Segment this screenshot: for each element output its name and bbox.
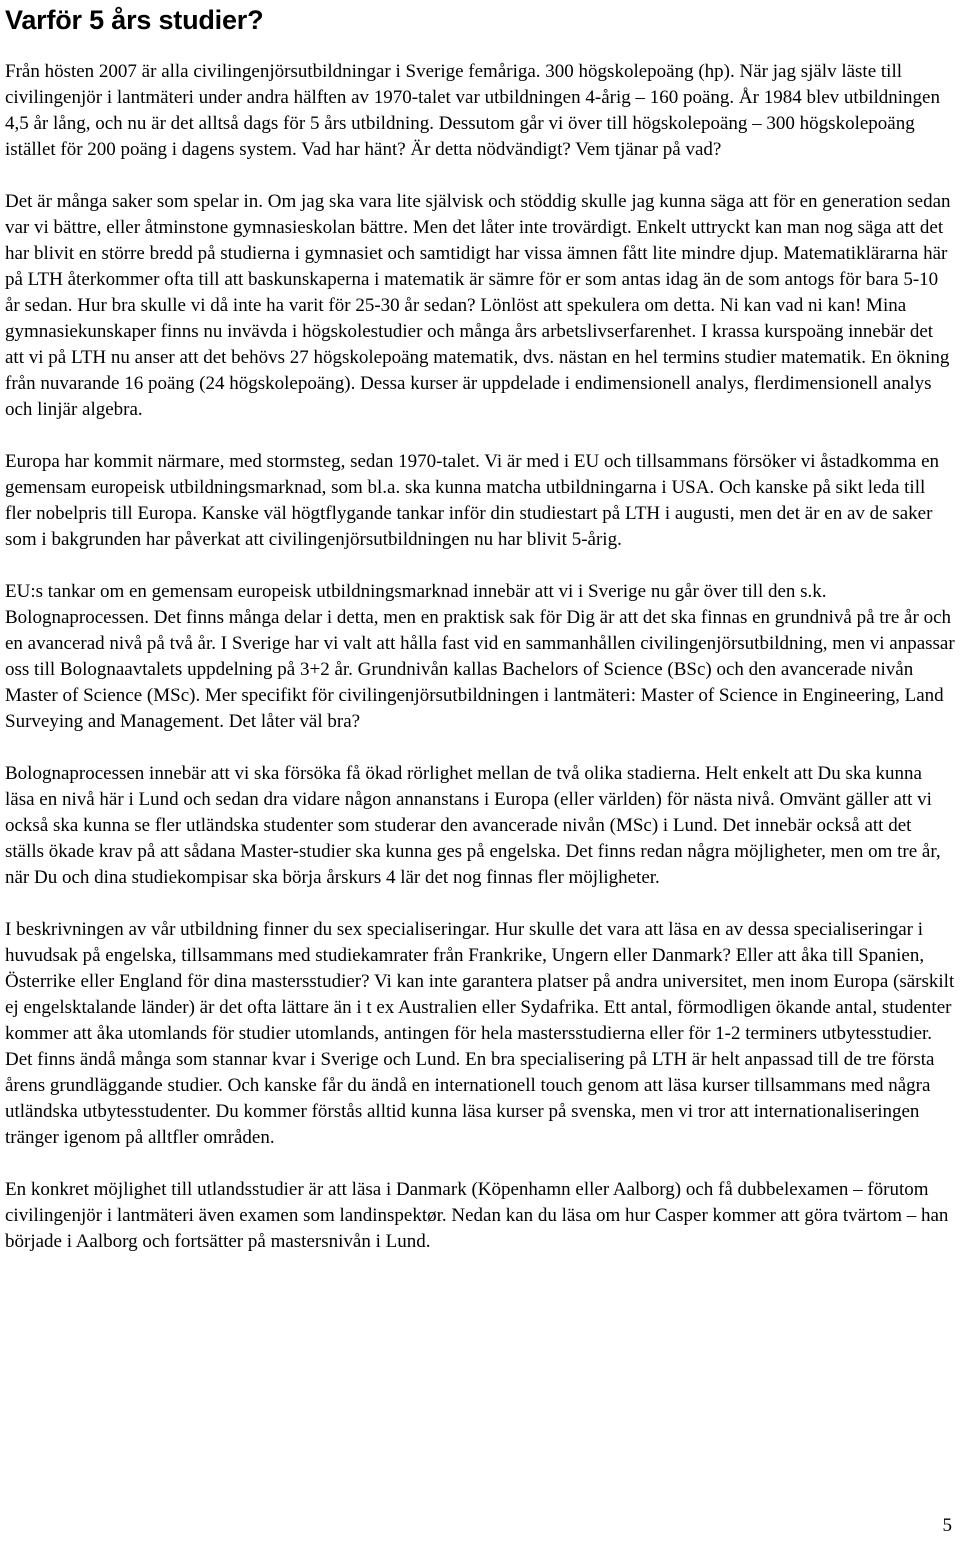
paragraph-intro: Från hösten 2007 är alla civilingenjörsutbildningar i Sverige femåriga. 300 högskolepoäng (hp). När jag själv läste till civilingenjör i lantmäteri under andra hälften av 1970-talet var utbildningen 4-årig – 160 poäng. År 1984 blev utbildningen 4,5 år lång, och nu är det alltså dags för 5 års utbildning. Dessutom går vi över till högskolepoäng – 300 högskolepoäng istället för 200 poäng i dagens system. Vad har hänt? Är detta nödvändigt? Vem tjänar på vad? [5,61,940,160]
paragraph-denmark: En konkret möjlighet till utlandsstudier är att läsa i Danmark (Köpenhamn eller Aalborg) och få dubbelexamen – förutom civilingenjör i lantmäteri även examen som landinspektør. Nedan kan du läsa om hur Casper kommer att göra tvärtom – han började i Aalborg och fortsätter på mastersnivån i Lund. [5,1179,949,1252]
page-title: Varför 5 års studier? [5,5,264,35]
paragraph-europe: Europa har kommit närmare, med stormsteg, sedan 1970-talet. Vi är med i EU och tillsammans försöker vi åstadkomma en gemensam europeisk utbildningsmarknad, som bl.a. ska kunna matcha utbildningarna i USA. Och kanske på sikt leda till fler nobelpris till Europa. Kanske väl högtflygande tankar inför din studiestart på LTH i augusti, men det är en av de saker som i bakgrunden har påverkat att civilingenjörsutbildningen nu har blivit 5-årig. [5,451,940,550]
paragraph-specialisations: I beskrivningen av vår utbildning finner du sex specialiseringar. Hur skulle det vara att läsa en av dessa specialiseringar i huvudsak på engelska, tillsammans med studiekamrater från Frankrike, Ungern eller Danmark? Eller att åka till Spanien, Österrike eller England för dina mastersstudier? Vi kan inte garantera platser på andra universitet, men inom Europa (särskilt ej engelsktalande länder) är det ofta lättare än i t ex Australien eller Sydafrika. Ett antal, förmodligen ökande antal, studenter kommer att åka utomlands för studier utomlands, antingen för hela mastersstudierna eller för 1-2 terminers utbytesstudier. Det finns ändå många som stannar kvar i Sverige och Lund. En bra specialisering på LTH är helt anpassad till de tre första årens grundläggande studier. Och kanske får du ändå en internationell touch genom att läsa kurser tillsammans med några utländska utbytesstudenter. Du kommer förstås alltid kunna läsa kurser på svenska, men vi tror att internationaliseringen tränger igenom på alltfler områden. [5,919,955,1148]
document-page [5,0,955,1255]
paragraph-mobility: Bolognaprocessen innebär att vi ska försöka få ökad rörlighet mellan de två olika stadierna. Helt enkelt att Du ska kunna läsa en nivå här i Lund och sedan dra vidare någon annanstans i Europa (eller världen) för nästa nivå. Omvänt gäller att vi också ska kunna se fler utländska studenter som studerar den avancerade nivån (MSc) i Lund. Det innebär också att det ställs ökade krav på att sådana Master-studier ska kunna ges på engelska. Det finns redan några möjligheter, men om tre år, när Du och dina studiekompisar ska börja årskurs 4 lär det nog finnas fler möjligheter. [5,763,941,888]
page-number: 5 [942,1515,952,1536]
paragraph-mathematics: Det är många saker som spelar in. Om jag ska vara lite självisk och stöddig skulle jag kunna säga att för en generation sedan var vi bättre, eller åtminstone gymnasieskolan bättre. Men det låter inte trovärdigt. Enkelt uttryckt kan man nog säga att det har blivit en större bredd på studierna i gymnasiet och samtidigt har vissa ämnen fått lite mindre djup. Matematiklärarna här på LTH återkommer ofta till att baskunskaperna i matematik är sämre för er som antas idag än de som antogs för bara 5-10 år sedan. Hur bra skulle vi då inte ha varit för 25-30 år sedan? Lönlöst att spekulera om detta. Ni kan vad ni kan! Mina gymnasiekunskaper finns nu invävda i högskolestudier och många års arbetslivserfarenhet. I krassa kurspoäng innebär det att vi på LTH nu anser att det behövs 27 högskolepoäng matematik, dvs. nästan en hel termins studier matematik. En ökning från nuvarande 16 poäng (24 högskolepoäng). Dessa kurser är uppdelade i endimensionell analys, flerdimensionell analys och linjär algebra. [5,191,951,420]
paragraph-bologna: EU:s tankar om en gemensam europeisk utbildningsmarknad innebär att vi i Sverige nu går över till den s.k. Bolognaprocessen. Det finns många delar i detta, men en praktisk sak för Dig är att det ska finnas en grundnivå på tre år och en avancerad nivå på två år. I Sverige har vi valt att hålla fast vid en sammanhållen civilingenjörsutbildning, men vi anpassar oss till Bolognaavtalets uppdelning på 3+2 år. Grundnivån kallas Bachelors of Science (BSc) och den avancerade nivån Master of Science (MSc). Mer specifikt för civilingenjörsutbildningen i lantmäteri: Master of Science in Engineering, Land Surveying and Management. Det låter väl bra? [5,581,955,732]
